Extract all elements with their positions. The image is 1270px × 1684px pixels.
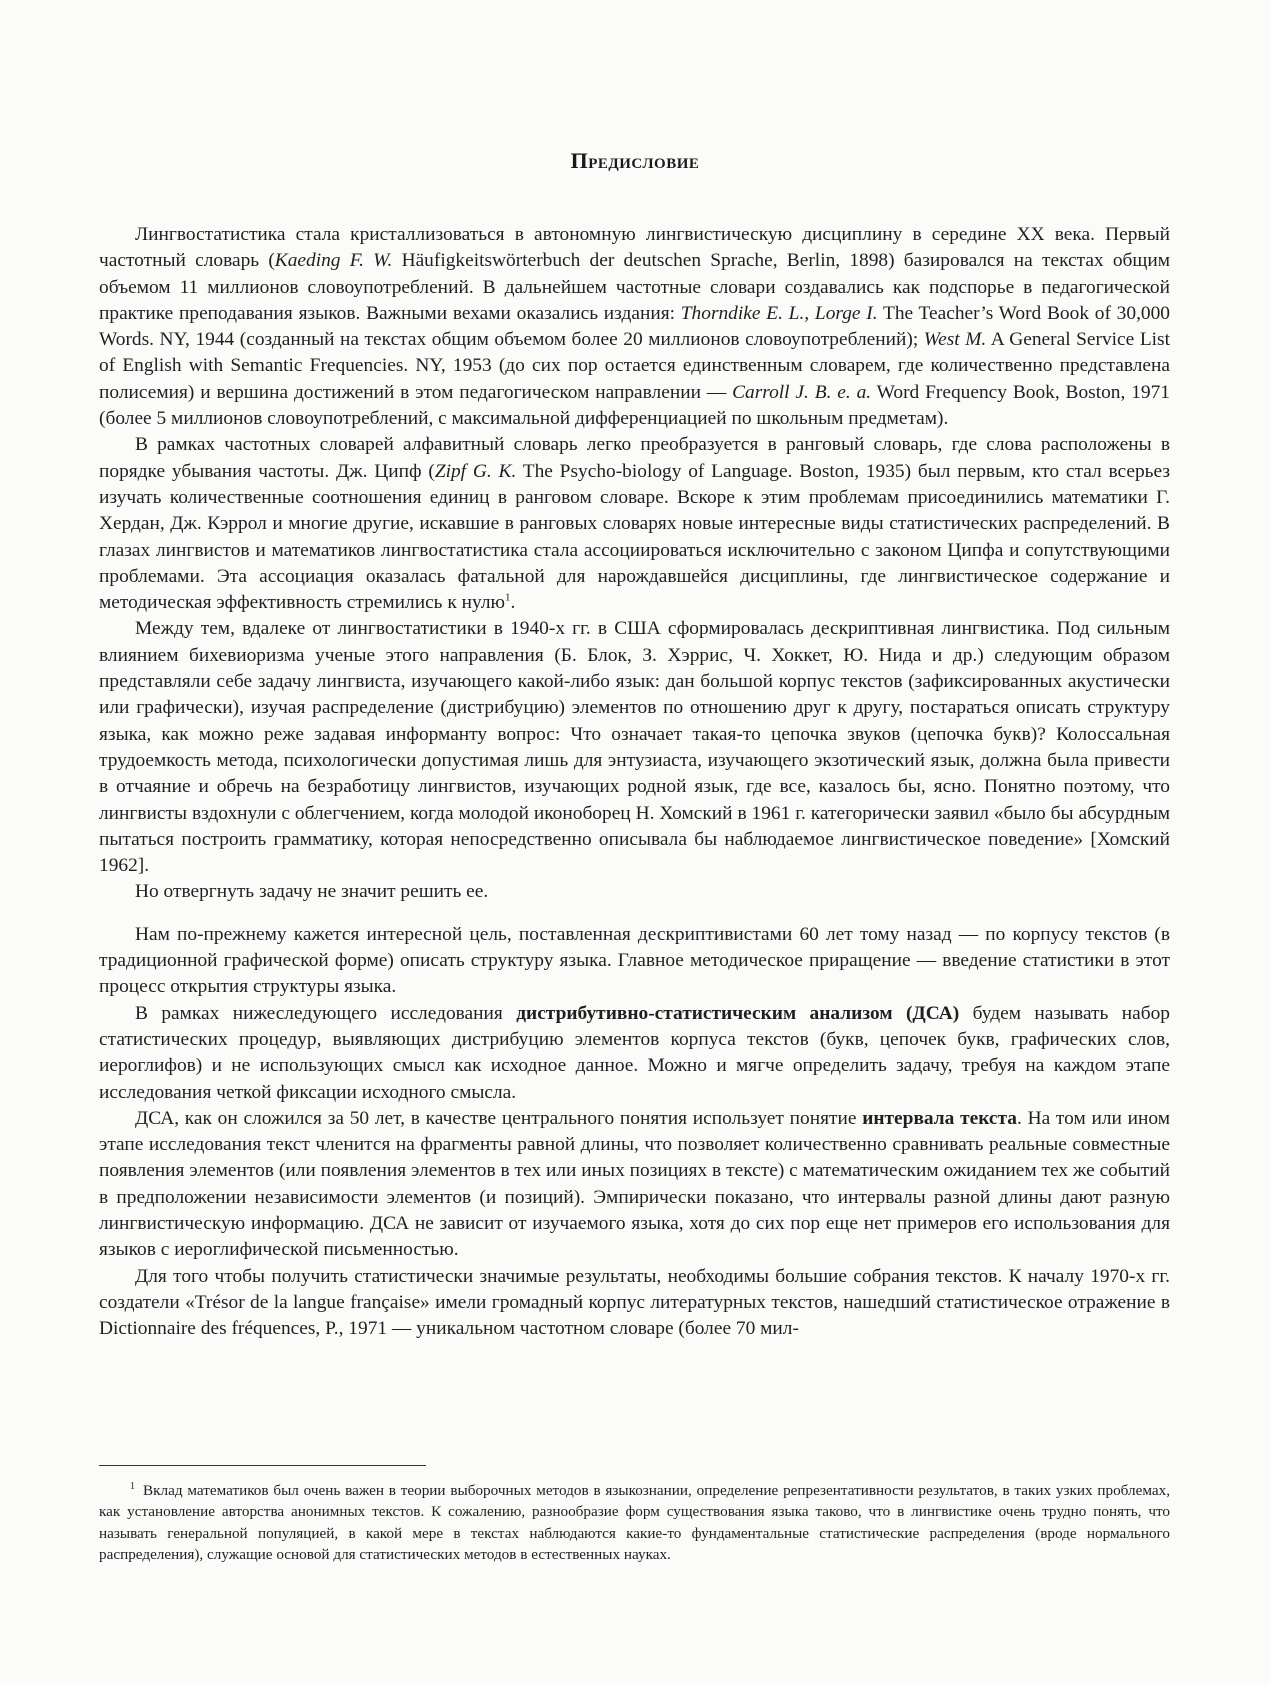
paragraph-2: В рамках частотных словарей алфавитный словарь легко преобразуется в ранговый словарь, где слова расположены в порядке убывания частоты. Дж. Ципф (Zipf G. K. The Psycho-biology of Language. Boston, 1935) был первым, кто стал всерьез изучать количественные соотношения единиц в ранговом словаре. Вскоре к этим проблемам присоединились математики Г. Хердан, Дж. Кэррол и многие другие, искавшие в ранговых словарях новые интересные виды статистических распределений. В глазах лингвистов и математиков лингвостатистика стала ассоциироваться исключительно с законом Ципфа и сопутствующими проблемами. Эта ассоциация оказалась фатальной для нарождавшейся дисциплины, где лингвистическое содержание и методическая эффективность стремились к нулю$^1$. bbox=[99, 434, 1170, 614]
body-text bbox=[99, 222, 1170, 1342]
footnote-text: Вклад математиков был очень важен в теории выборочных методов в языкознании, определение репрезентативности результатов, в таких узких проблемах, как установление авторства анонимных текстов. К сожалению, разнообразие форм существования языка таково, что в лингвистике очень трудно понять, что называть генеральной популяцией, в какой мере в текстах наблюдаются какие-то фундаментальные статистические распределения (вроде нормального распределения), служащие основой для статистических методов в естественных науках. bbox=[99, 1482, 1170, 1564]
paragraph-1: Лингвостатистика стала кристаллизоваться в автономную лингвистическую дисциплину в середине XX века. Первый частотный словарь (Kaeding F. W. Häufigkeitswörterbuch der deutschen Sprache, Berlin, 1898) базировался на текстах общим объемом 11 миллионов словоупотреблений. В дальнейшем частотные словари создавались как подспорье в педагогической практике преподавания языков. Важными вехами оказались издания: Thorndike E. L., Lorge I. The Teacher’s Word Book of 30,000 Words. NY, 1944 (созданный на текстах общим объемом более 20 миллионов словоупотреблений); West M. A General Service List of English with Semantic Frequencies. NY, 1953 (до сих пор остается единственным словарем, где количественно представлена полисемия) и вершина достижений в этом педагогическом направлении — Carroll J. B. e. a. Word Frequency Book, Boston, 1971 (более 5 миллионов словоупотреблений, с максимальной дифференциацией по школьным предметам). bbox=[99, 224, 1171, 430]
paragraph-8: Для того чтобы получить статистически значимые результаты, необходимы большие собрания текстов. К началу 1970-х гг. создатели «Trésor de la langue française» имели громадный корпус литературных текстов, нашедший статистическое отражение в Dictionnaire des fréquences, P., 1971 — уникальном частотном словаре (более 70 мил- bbox=[99, 1265, 1170, 1340]
footnote-mark: 1 bbox=[130, 1480, 135, 1492]
paragraph-5: Нам по-прежнему кажется интересной цель, поставленная дескриптивистами 60 лет тому назад — по корпусу текстов (в традиционной графической форме) описать структуру языка. Главное методическое приращение — введение статистики в этот процесс открытия структуры языка. bbox=[99, 923, 1170, 998]
term-text-interval: интервала текста bbox=[862, 1107, 1017, 1129]
paragraph-7: ДСА, как он сложился за 50 лет, в качестве центрального понятия использует понятие интервала текста. На том или ином этапе исследования текст членится на фрагменты равной длины, что позволяет количественно сравнивать реальные совместные появления элементов (или появления элементов в тех или иных позициях в тексте) с математическим ожиданием тех же событий в предположении независимости элементов (и позиций). Эмпирически показано, что интервалы разной длины дают разную лингвистическую информацию. ДСА не зависит от изучаемого языка, хотя до сих пор еще нет примеров его использования для языков с иероглифической письменностью. bbox=[99, 1107, 1170, 1261]
footnote-reference: 1 bbox=[505, 591, 511, 604]
footnote-divider bbox=[99, 1465, 426, 1466]
page-title: Предисловие bbox=[570, 148, 700, 173]
paragraph-3: Между тем, вдалеке от лингвостатистики в 1940-х гг. в США сформировалась дескриптивная лингвистика. Под сильным влиянием бихевиоризма ученые этого направления (Б. Блок, З. Хэррис, Ч. Хоккет, Ю. Нида и др.) следующим образом представляли себе задачу лингвиста, изучающего какой-либо язык: дан большой корпус текстов (зафиксированных акустически или графически), изучая распределение (дистрибуцию) элементов по отношению друг к другу, постараться описать структуру языка, как можно реже задавая информанту вопрос: Что означает такая-то цепочка звуков (цепочка букв)? Колоссальная трудоемкость метода, психологически допустимая лишь для энтузиаста, изучающего экзотический язык, должна была привести в отчаяние и обречь на безработицу лингвистов, изучающих родной язык, где все, казалось бы, ясно. Понятно поэтому, что лингвисты вздохнули с облегчением, когда молодой иконоборец Н. Хомский в 1961 г. категорически заявил «было бы абсурдным пытаться построить грамматику, которая непосредственно описывала бы наблюдаемое лингвистическое поведение» [Хомский 1962]. bbox=[99, 618, 1170, 877]
paragraph-4: Но отвергнуть задачу не значит решить ее. bbox=[135, 881, 489, 903]
term-dsa: дистрибутивно-статистическим анализом (ДСА) bbox=[516, 1002, 960, 1024]
footnote bbox=[99, 1480, 1170, 1566]
paragraph-6: В рамках нижеследующего исследования дистрибутивно-статистическим анализом (ДСА) будем называть набор статистических процедур, выявляющих дистрибуцию элементов корпуса текстов (букв, цепочек букв, графических слов, иероглифов) и не использующих смысл как исходное данное. Можно и мягче определить задачу, требуя на каждом этапе исследования четкой фиксации исходного смысла. bbox=[99, 1002, 1170, 1103]
